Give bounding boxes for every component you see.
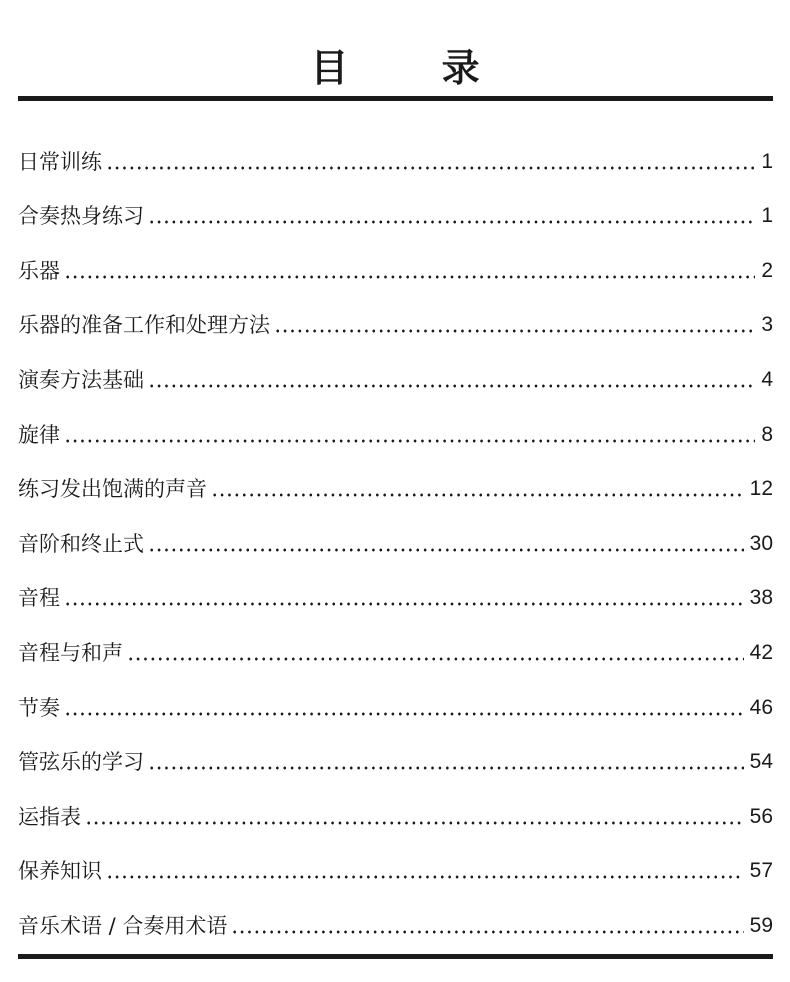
dot-leader	[231, 930, 743, 934]
dot-leader	[64, 712, 744, 716]
toc-entry-label: 保养知识	[18, 859, 102, 884]
dot-leader	[64, 439, 755, 443]
toc-entry-page-number: 59	[749, 913, 773, 937]
toc-entry-label: 乐器的准备工作和处理方法	[18, 313, 270, 338]
table-of-contents	[18, 124, 773, 943]
toc-entry-label: 演奏方法基础	[18, 367, 144, 392]
toc-entry[interactable]	[18, 834, 773, 889]
toc-entry-page-number: 56	[749, 804, 773, 828]
toc-entry-label: 日常训练	[18, 149, 102, 174]
toc-entry-page-number: 54	[749, 750, 773, 774]
toc-entry-page-number: 57	[749, 859, 773, 883]
toc-entry-label: 音阶和终止式	[18, 531, 144, 556]
dot-leader	[274, 329, 755, 333]
toc-entry-page-number: 42	[749, 640, 773, 664]
toc-entry[interactable]	[18, 288, 773, 343]
toc-entry-page-number: 1	[761, 204, 773, 228]
toc-entry[interactable]	[18, 342, 773, 397]
toc-entry[interactable]	[18, 233, 773, 288]
toc-entry[interactable]	[18, 561, 773, 616]
toc-entry-page-number: 4	[761, 367, 773, 391]
toc-entry[interactable]	[18, 670, 773, 725]
toc-entry-label: 音乐术语 / 合奏用术语	[18, 913, 228, 938]
dot-leader	[148, 766, 744, 770]
dot-leader	[64, 275, 755, 279]
toc-entry[interactable]	[18, 452, 773, 507]
toc-entry-page-number: 12	[749, 477, 773, 501]
toc-entry[interactable]	[18, 179, 773, 234]
toc-entry-page-number: 2	[761, 258, 773, 282]
toc-entry[interactable]	[18, 506, 773, 561]
toc-entry-page-number: 8	[761, 422, 773, 446]
toc-entry[interactable]	[18, 888, 773, 943]
toc-entry-label: 运指表	[18, 804, 81, 829]
toc-entry-label: 乐器	[18, 258, 60, 283]
dot-leader	[211, 493, 744, 497]
toc-entry-label: 练习发出饱满的声音	[18, 477, 207, 502]
page-title: 目 录	[310, 46, 520, 91]
toc-entry[interactable]	[18, 124, 773, 179]
top-rule	[18, 96, 773, 101]
toc-entry[interactable]	[18, 397, 773, 452]
toc-entry-label: 音程与和声	[18, 640, 123, 665]
dot-leader	[106, 875, 744, 879]
toc-entry-page-number: 46	[749, 695, 773, 719]
dot-leader	[85, 821, 744, 825]
bottom-rule	[18, 954, 773, 959]
toc-entry-page-number: 38	[749, 586, 773, 610]
toc-entry[interactable]	[18, 615, 773, 670]
toc-entry[interactable]	[18, 725, 773, 780]
dot-leader	[106, 166, 755, 170]
toc-entry[interactable]	[18, 779, 773, 834]
dot-leader	[148, 384, 755, 388]
toc-entry-label: 合奏热身练习	[18, 204, 144, 229]
dot-leader	[64, 602, 744, 606]
toc-entry-label: 管弦乐的学习	[18, 750, 144, 775]
toc-entry-label: 节奏	[18, 695, 60, 720]
dot-leader	[148, 548, 744, 552]
toc-entry-label: 音程	[18, 586, 60, 611]
toc-entry-label: 旋律	[18, 422, 60, 447]
toc-entry-page-number: 30	[749, 531, 773, 555]
dot-leader	[127, 657, 744, 661]
toc-entry-page-number: 3	[761, 313, 773, 337]
dot-leader	[148, 220, 755, 224]
toc-entry-page-number: 1	[761, 149, 773, 173]
